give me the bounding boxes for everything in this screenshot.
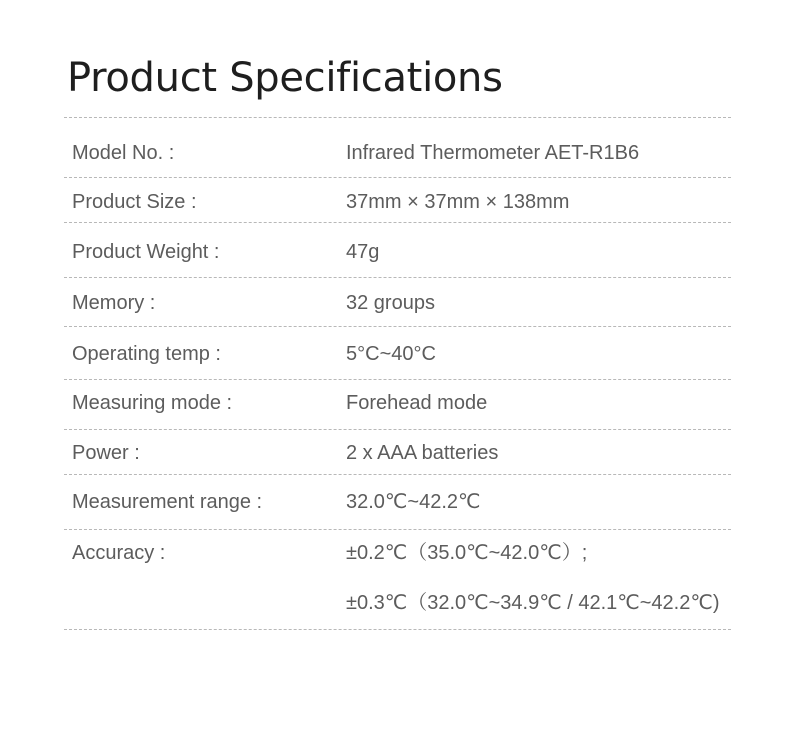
- divider: [64, 629, 731, 630]
- spec-label: Accuracy :: [72, 542, 166, 564]
- spec-value: ±0.2℃（35.0℃~42.0℃）;: [346, 542, 588, 564]
- spec-row-size: [64, 178, 731, 222]
- spec-row-measuring-mode: [64, 380, 731, 429]
- spec-value: 5°C~40°C: [346, 343, 436, 365]
- spec-row-power: [64, 430, 731, 474]
- spec-label: Operating temp :: [72, 343, 221, 365]
- spec-label: Product Weight :: [72, 241, 220, 263]
- spec-label: Model No. :: [72, 142, 175, 164]
- spec-value: Forehead mode: [346, 392, 488, 414]
- spec-row-model: [64, 118, 731, 177]
- spec-value: 47g: [346, 241, 380, 263]
- spec-value: 2 x AAA batteries: [346, 442, 499, 464]
- spec-value-secondary: ±0.3℃（32.0℃~34.9℃ / 42.1℃~42.2℃): [346, 592, 720, 614]
- spec-value: 32 groups: [346, 292, 435, 314]
- spec-label: Measuring mode :: [72, 392, 233, 414]
- spec-label: Product Size :: [72, 191, 197, 213]
- spec-value: 32.0℃~42.2℃: [346, 491, 481, 513]
- page-title: Product Specifications: [67, 55, 503, 101]
- spec-label: Measurement range :: [72, 491, 263, 513]
- spec-row-operating-temp: [64, 327, 731, 379]
- spec-row-accuracy: [64, 530, 731, 629]
- spec-row-memory: [64, 278, 731, 326]
- spec-value: 37mm × 37mm × 138mm: [346, 191, 570, 213]
- spec-label: Memory :: [72, 292, 156, 314]
- spec-row-measurement-range: [64, 475, 731, 529]
- spec-table: [64, 117, 731, 630]
- spec-row-weight: [64, 223, 731, 277]
- spec-value: Infrared Thermometer AET-R1B6: [346, 142, 640, 164]
- spec-label: Power :: [72, 442, 140, 464]
